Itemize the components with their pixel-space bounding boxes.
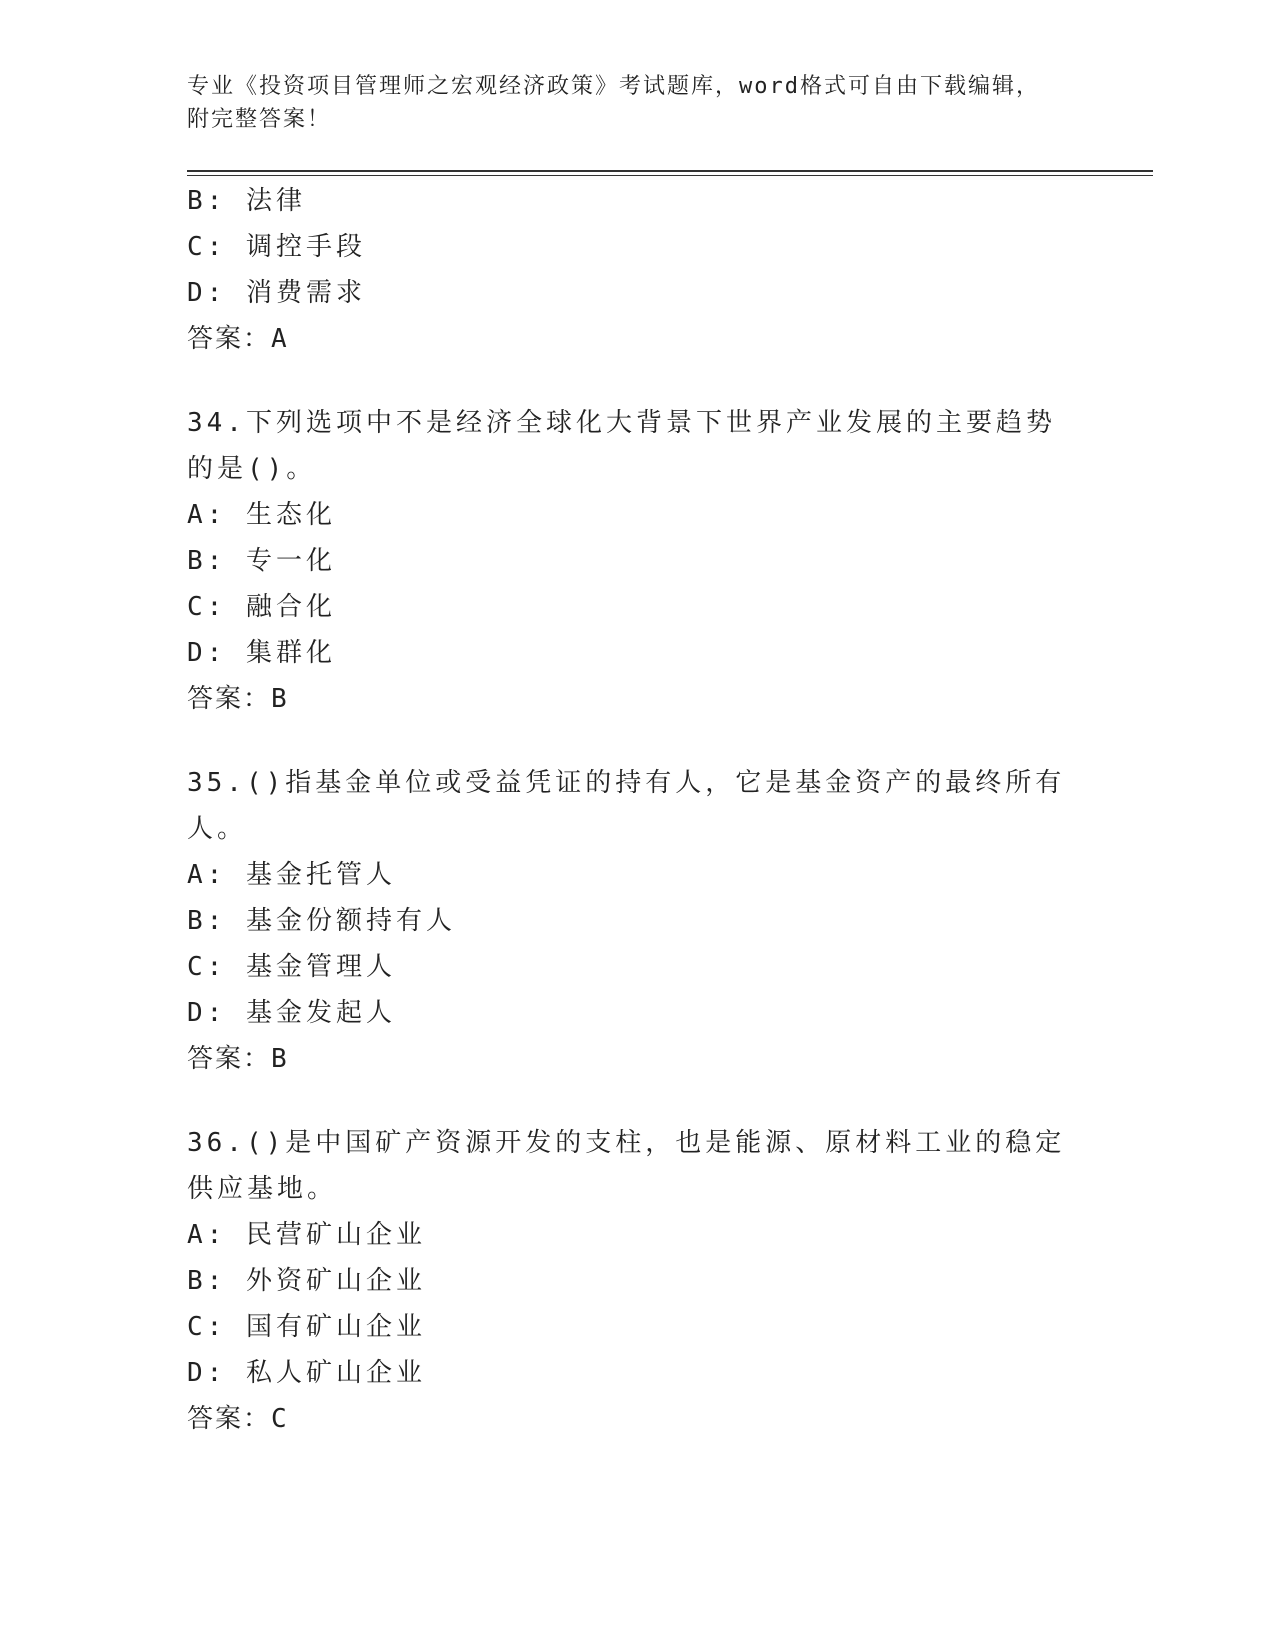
question-33-tail (187, 178, 1153, 362)
question-35 (187, 760, 1153, 1082)
question-list (187, 178, 1153, 1442)
option-b: B: 基金份额持有人 (187, 906, 456, 936)
question-text: 34.下列选项中不是经济全球化大背景下世界产业发展的主要趋势的是()。 (187, 408, 1056, 484)
question-36 (187, 1120, 1153, 1442)
option-c: C: 融合化 (187, 592, 336, 622)
option-d: D: 集群化 (187, 638, 336, 668)
answer: 答案：C (187, 1404, 287, 1434)
option-b: B: 专一化 (187, 546, 336, 576)
option-a: A: 生态化 (187, 500, 336, 530)
option-a: A: 民营矿山企业 (187, 1220, 426, 1250)
option-d: D: 消费需求 (187, 278, 366, 308)
option-a: A: 基金托管人 (187, 860, 396, 890)
answer: 答案：A (187, 324, 287, 354)
option-b: B: 法律 (187, 186, 306, 216)
question-34 (187, 400, 1153, 722)
document-page (187, 70, 1153, 1442)
question-text: 36.()是中国矿产资源开发的支柱，也是能源、原材料工业的稳定供应基地。 (187, 1128, 1066, 1204)
option-d: D: 基金发起人 (187, 998, 396, 1028)
option-d: D: 私人矿山企业 (187, 1358, 426, 1388)
header-line-1: 专业《投资项目管理师之宏观经济政策》考试题库，word格式可自由下载编辑， (187, 74, 1040, 99)
option-b: B: 外资矿山企业 (187, 1266, 426, 1296)
option-c: C: 调控手段 (187, 232, 366, 262)
header-divider (187, 170, 1153, 172)
answer: 答案：B (187, 1044, 287, 1074)
document-header (187, 70, 1153, 136)
question-text: 35.()指基金单位或受益凭证的持有人，它是基金资产的最终所有人。 (187, 768, 1066, 844)
option-c: C: 基金管理人 (187, 952, 396, 982)
option-c: C: 国有矿山企业 (187, 1312, 426, 1342)
answer: 答案：B (187, 684, 287, 714)
header-line-2: 附完整答案！ (187, 107, 332, 132)
